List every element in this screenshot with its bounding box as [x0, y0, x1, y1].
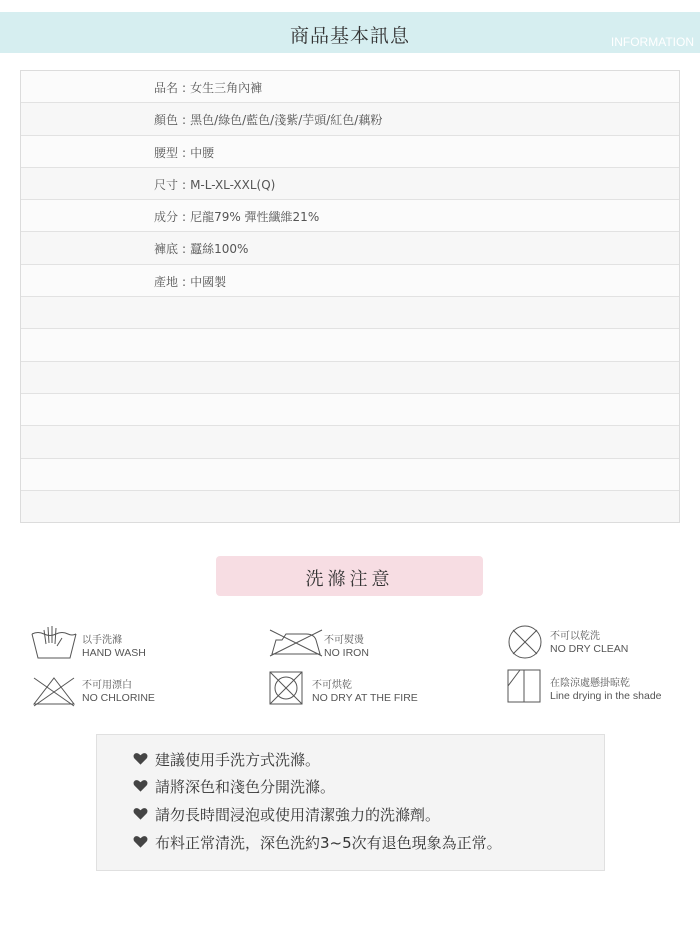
care-label-zh: 以手洗滌	[82, 635, 122, 646]
care-label	[82, 680, 155, 704]
notes-box	[96, 734, 605, 871]
care-label-zh: 不可用漂白	[82, 680, 132, 691]
heart-icon	[133, 779, 148, 793]
spec-row-empty	[21, 329, 679, 361]
spec-row-material	[21, 200, 679, 232]
care-label-en: NO DRY AT THE FIRE	[312, 692, 418, 704]
care-label-en: NO IRON	[324, 647, 369, 659]
spec-label: 尺寸	[154, 177, 179, 192]
note-text: 請將深色和淺色分開洗滌。	[155, 778, 336, 796]
spec-separator: :	[182, 81, 187, 95]
heart-icon	[133, 835, 148, 849]
spec-label: 腰型	[154, 145, 179, 160]
hand-wash-icon	[30, 622, 78, 662]
info-subtitle: INFORMATION	[610, 35, 694, 49]
spec-row-crotch	[21, 232, 679, 264]
care-label	[550, 678, 662, 702]
info-banner	[0, 12, 700, 53]
spec-separator: :	[182, 274, 187, 289]
care-label-en: NO DRY CLEAN	[550, 643, 629, 655]
spec-label: 產地	[154, 274, 179, 289]
no-tumble-dry-icon	[268, 670, 304, 706]
spec-value: 中腰	[190, 145, 215, 160]
spec-row-empty	[21, 426, 679, 458]
spec-label: 顏色	[154, 113, 179, 128]
spec-label: 褲底	[154, 242, 179, 257]
spec-row-empty	[21, 491, 679, 522]
care-label-zh: 不可熨燙	[324, 635, 364, 646]
spec-label: 品名	[154, 81, 179, 95]
note-text: 請勿長時間浸泡或使用清潔強力的洗滌劑。	[155, 806, 441, 824]
spec-value: 女生三角內褲	[190, 81, 263, 95]
spec-value: 尼龍79% 彈性纖維21%	[190, 210, 320, 225]
spec-row-empty	[21, 459, 679, 491]
heart-icon	[133, 807, 148, 821]
spec-value: M-L-XL-XXL(Q)	[190, 177, 276, 192]
spec-row-color	[21, 103, 679, 135]
care-label	[82, 635, 146, 659]
note-text: 布料正常清洗，深色洗約3~5次有退色現象為正常。	[155, 834, 502, 852]
spec-value: 中國製	[190, 274, 227, 289]
spec-row-empty	[21, 297, 679, 329]
spec-row-empty	[21, 362, 679, 394]
care-label-en: NO CHLORINE	[82, 692, 155, 704]
spec-separator: :	[182, 177, 187, 192]
care-label-en: Line drying in the shade	[550, 690, 662, 702]
spec-value: 黑色/綠色/藍色/淺紫/芋頭/紅色/藕粉	[190, 113, 383, 128]
line-dry-shade-icon	[506, 668, 542, 704]
care-label	[324, 635, 369, 659]
care-label	[312, 680, 418, 704]
no-dry-clean-icon	[506, 624, 544, 660]
spec-value: 蠶絲100%	[190, 242, 249, 257]
spec-row-name	[21, 71, 679, 103]
care-label-en: HAND WASH	[82, 647, 146, 659]
care-label-zh: 不可以乾洗	[550, 631, 600, 642]
spec-separator: :	[182, 210, 187, 225]
care-title: 洗滌注意	[305, 569, 394, 590]
care-label-zh: 在陰涼處懸掛晾乾	[550, 678, 630, 689]
spec-table	[20, 70, 680, 523]
heart-icon	[133, 752, 148, 766]
spec-separator: :	[182, 145, 187, 160]
spec-separator: :	[182, 242, 187, 257]
info-title: 商品基本訊息	[289, 25, 410, 47]
spec-label: 成分	[154, 210, 179, 225]
note-text: 建議使用手洗方式洗滌。	[155, 751, 321, 769]
no-iron-icon	[268, 628, 324, 658]
spec-separator: :	[182, 113, 187, 128]
spec-row-waist	[21, 136, 679, 168]
spec-row-size	[21, 168, 679, 200]
spec-row-origin	[21, 265, 679, 297]
spec-row-empty	[21, 394, 679, 426]
care-banner	[216, 556, 483, 596]
care-label	[550, 631, 628, 655]
no-chlorine-icon	[30, 674, 78, 708]
care-label-zh: 不可烘乾	[312, 680, 352, 691]
